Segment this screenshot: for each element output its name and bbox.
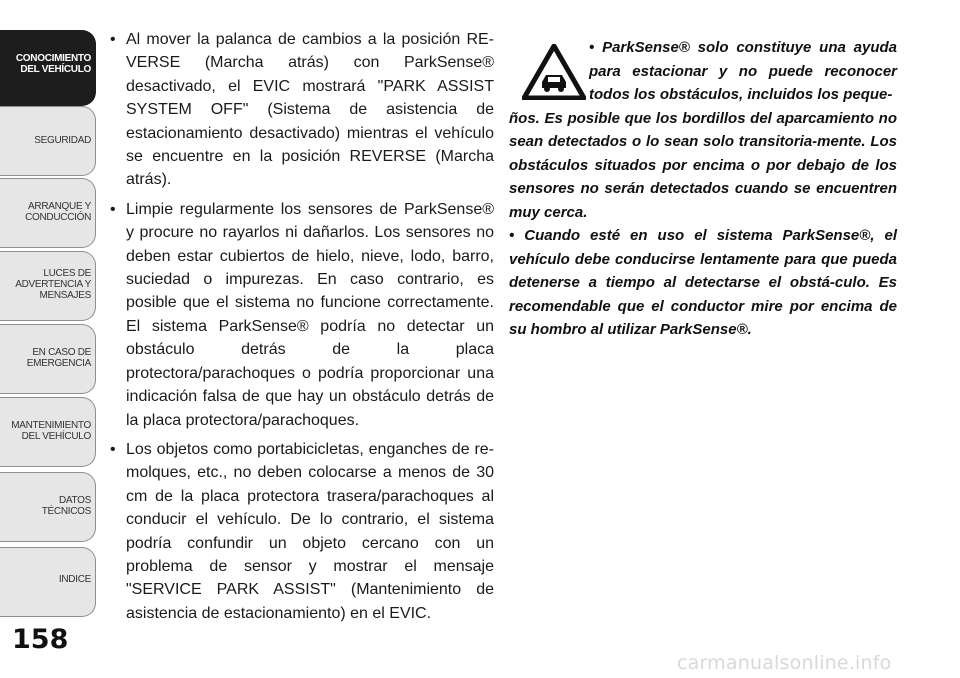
tab-label-line3: MENSAJES [39,290,91,301]
tab-conocimiento-del-vehiculo[interactable] [0,30,96,106]
tab-mantenimiento-del-vehiculo[interactable] [0,397,96,467]
tab-label-line2: DEL VEHÍCULO [20,64,91,75]
tab-label-line1: LUCES DE [43,268,91,279]
tab-label-line2: TÉCNICOS [41,506,91,517]
list-item [106,438,494,625]
watermark-url: carmanualsonline.info [677,652,892,674]
tab-datos-tecnicos[interactable] [0,472,96,542]
tab-label-line2: DEL VEHÍCULO [21,431,91,442]
tab-label-line1: INDICE [58,574,91,585]
bullet-dot: • [110,440,116,458]
tab-label-line2: EMERGENCIA [26,358,91,369]
tab-label-line1: SEGURIDAD [34,135,91,146]
tab-en-caso-de-emergencia[interactable] [0,324,96,394]
tab-luces-de-advertencia[interactable] [0,251,96,321]
bullet-text: Los objetos como portabicicletas, enganches de re-molques, etc., no deben colocarse a menos de 30 cm de la placa protectora trasera/parachoques al conducir el vehículo. De lo contrario, el sistema podría confundir un objeto cercano con un problema de sensor y mostrar el mensaje "SERVICE PARK ASSIST" (Mantenimiento de asistencia de estacionamiento) en el EVIC. [126,440,494,622]
bullet-text: Al mover la palanca de cambios a la posición RE-VERSE (Marcha atrás) con ParkSense® desactivado, el EVIC mostrará "PARK ASSIST SYSTEM OFF" (Sistema de asistencia de estacionamiento desactivado) mientras el vehículo se encuentre en la posición REVERSE (Marcha atrás). [126,31,494,189]
page-number: 158 [12,624,69,655]
list-item [106,198,494,432]
tab-indice[interactable] [0,547,96,617]
tab-label-line2: ADVERTENCIA Y [15,279,91,290]
tab-label-line1: MANTENIMIENTO [11,420,91,431]
tab-arranque-y-conduccion[interactable] [0,178,96,248]
warning-paragraph-1-start: • ParkSense® solo constituye una ayuda para estacionar y no puede reconocer todos los obstáculos, incluidos los peque- [589,39,897,103]
warning-block [509,36,897,342]
bullet-dot: • [110,31,116,48]
bullet-text: Limpie regularmente los sensores de ParkSense® y procure no rayarlos ni dañarlos. Los sensores no deben estar cubiertos de hielo, nieve, lodo, barro, suciedad o impurezas. En caso contrario, es posible que el sistema no funcione correctamente. El sistema ParkSense® podría no detectar un obstáculo detrás de la placa protectora/parachoques o podría proporcionar una indicación falsa de que hay un obstáculo detrás de la placa protectora/parachoques. [126,200,494,429]
tab-label-line1: ARRANQUE Y [28,201,91,212]
tab-seguridad[interactable] [0,106,96,176]
warning-triangle-car-icon [522,44,586,100]
tab-label-line2: CONDUCCIÓN [25,212,91,223]
bullet-dot: • [110,200,116,218]
tab-label-line1: DATOS [58,495,91,506]
list-item [106,28,494,192]
tab-label-line1: EN CASO DE [32,347,91,358]
warning-paragraph-1-rest: ños. Es posible que los bordillos del aparcamiento no sean detectados o lo sean solo transitoria-mente. Los obstáculos situados por encima o por debajo de los sensores no serán detectados cuando se encuentren muy cerca. [509,109,897,221]
tab-label-line1: CONOCIMIENTO [15,53,91,64]
left-column [106,28,494,631]
warning-paragraph-2: • Cuando esté en uso el sistema ParkSense®, el vehículo debe conducirse lentamente para que pueda detenerse a tiempo al detectarse el obstá-culo. Es recomendable que el conductor mire por encima de su hombro al utilizar ParkSense®. [509,227,897,338]
